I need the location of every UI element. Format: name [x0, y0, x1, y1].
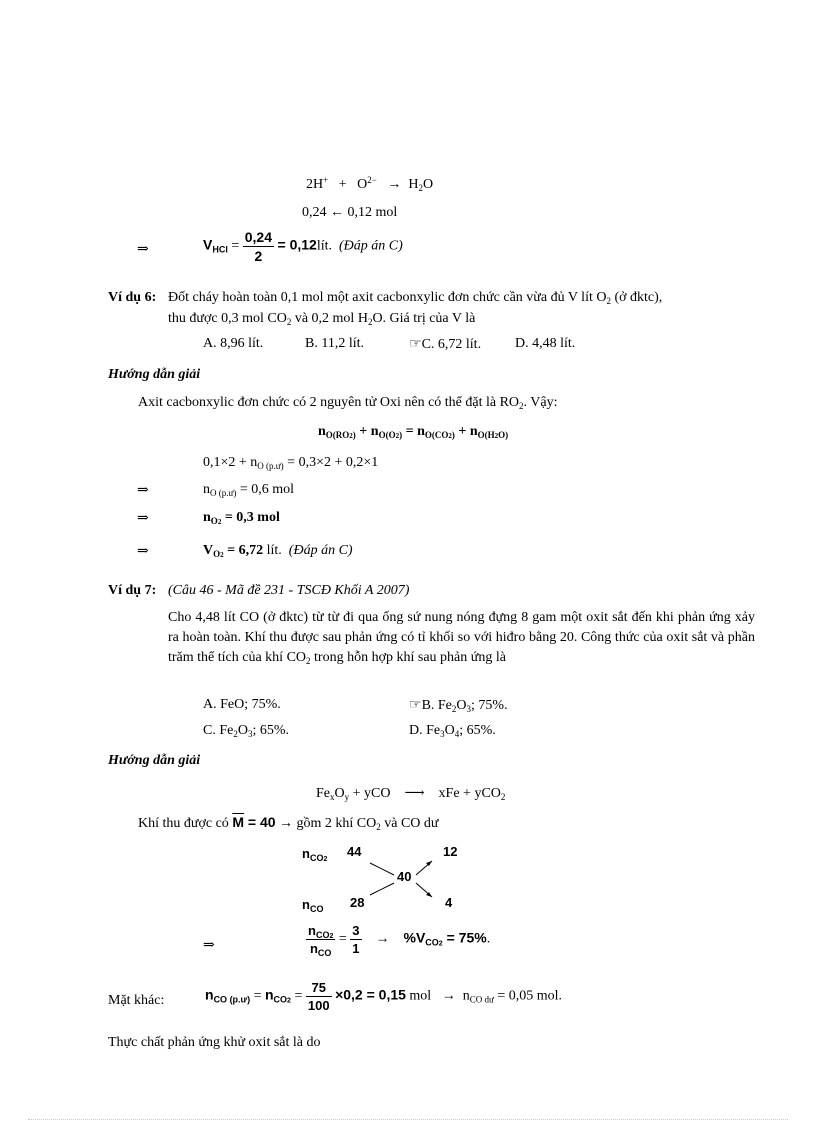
- pointing-hand-icon: ☞: [409, 337, 422, 352]
- cross-value-28: 28: [350, 895, 365, 910]
- option-b: B. 11,2 lít.: [305, 336, 364, 351]
- mole-line: 0,24 ← 0,12 mol: [302, 205, 398, 220]
- reaction-equation: $Fe_xO_y$ + yCO ⟶ xFe + yCO$_2$: [316, 786, 506, 802]
- example-7-label: Ví dụ 7:: [108, 583, 157, 598]
- page-footer-divider: [28, 1119, 788, 1120]
- option-d: D. $Fe_3O_4$; 65%.: [409, 723, 496, 739]
- ionic-equation: 2H+ + $O^{2-}$ → $H_2O$: [306, 175, 434, 193]
- cross-n-co2: $n_{CO2}$: [302, 846, 328, 863]
- example-6-line2: thu được 0,3 mol $CO_2$ và 0,2 mol $H_2O$. Giá trị của V là: [168, 311, 476, 327]
- example-7-source: (Câu 46 - Mã đề 231 - TSCĐ Khối A 2007): [168, 583, 410, 598]
- mole-ratio-fraction: $\frac{n_{CO2}}{n_{CO}}$: [308, 923, 334, 958]
- example-7-paragraph: Cho 4,48 lít CO (ở đktc) từ từ đi qua ống sứ nung nóng đựng 8 gam một oxit sắt đến khi phản ứng xảy ra hoàn toàn. Khí thu được sau phản ứng có tỉ khối so với hiđro bằng 20. Công thức của oxit sắt và phần trăm thể tích của khí $CO_2$ trong hỗn hợp khí sau phản ứng là: [168, 610, 755, 666]
- option-c: C. $Fe_2O_3$; 65%.: [203, 723, 290, 739]
- co-reacted-formula: $n_{CO (p.ư)} = n_{CO2}$ = $\frac{75}{100}$ ×0,2 = 0,15 mol → $n_{CO dư} = 0,05$ mol.: [205, 980, 563, 1013]
- balance-line-2: $n_{O (p.ư)} = 0,6$ mol: [203, 482, 295, 498]
- balance-line-3: $n_{O2} = 0,3$ mol: [203, 510, 280, 526]
- cross-value-44: 44: [347, 844, 362, 859]
- example-6-line1: Đốt cháy hoàn toàn 0,1 mol một axit cacbonxylic đơn chức cần vừa đủ V lít $O_2$ (ở đktc),: [168, 290, 663, 306]
- cross-n-co: $n_{CO}$: [302, 897, 324, 914]
- option-c: ☞C. 6,72 lít.: [409, 337, 482, 352]
- cross-value-4: 4: [445, 895, 453, 910]
- balance-line-1: $0,1\times 2 + n_{O (p.ư)} = 0,3\times 2 + 0,2\times 1$: [203, 455, 379, 471]
- gas-mixture-line: Khí thu được có $\overline{M} = 40$ → gồm 2 khí $CO_2$ và CO dư: [138, 814, 439, 832]
- implies-symbol: ⇒: [137, 483, 149, 498]
- solution-intro: Axit cacbonxylic đơn chức có 2 nguyên tử Oxi nên có thể đặt là $RO_2$. Vậy:: [138, 395, 558, 411]
- implies-symbol: ⇒: [203, 938, 215, 953]
- solution-heading: Hướng dẫn giải: [108, 367, 201, 382]
- option-a: A. 8,96 lít.: [203, 336, 264, 351]
- implies-symbol: ⇒: [137, 242, 149, 257]
- vhcl-fraction: $\frac{0,24}{2}$: [244, 229, 272, 264]
- balance-line-4: $V_{O2} = 6,72$ lít. (Đáp án C): [203, 543, 353, 559]
- implies-symbol: ⇒: [137, 544, 149, 559]
- value-ratio-fraction: $\frac{3}{1}$: [352, 923, 360, 956]
- example-6-label: Ví dụ 6:: [108, 290, 157, 305]
- cross-arrows: [360, 855, 460, 905]
- option-a: A. FeO; 75%.: [203, 697, 281, 712]
- cross-value-12: 12: [443, 844, 458, 859]
- closing-line: Thực chất phản ứng khử oxit sắt là do: [108, 1035, 321, 1050]
- option-d: D. 4,48 lít.: [515, 336, 576, 351]
- cross-value-40: 40: [397, 869, 412, 884]
- implies-symbol: ⇒: [137, 511, 149, 526]
- vhcl-formula: $V_{HCl}$ = $\frac{0,24}{2}$ = 0,12lít. (Đáp án C): [203, 229, 403, 264]
- pointing-hand-icon: ☞: [409, 698, 422, 713]
- option-b: ☞B. $Fe_2O_3$; 75%.: [409, 698, 508, 714]
- solution-heading: Hướng dẫn giải: [108, 753, 201, 768]
- percent-fraction: $\frac{75}{100}$: [307, 980, 330, 1013]
- ratio-formula: $\frac{n_{CO2}}{n_{CO}}$ = $\frac{3}{1}$ → $\%V_{CO2} = 75\%$.: [308, 923, 491, 958]
- oxygen-balance-equation: $n_{O(RO2)} + n_{O(O2)} = n_{O(CO2)} + n_{O(H2O)}$: [318, 424, 509, 440]
- other-label: Mặt khác:: [108, 993, 165, 1008]
